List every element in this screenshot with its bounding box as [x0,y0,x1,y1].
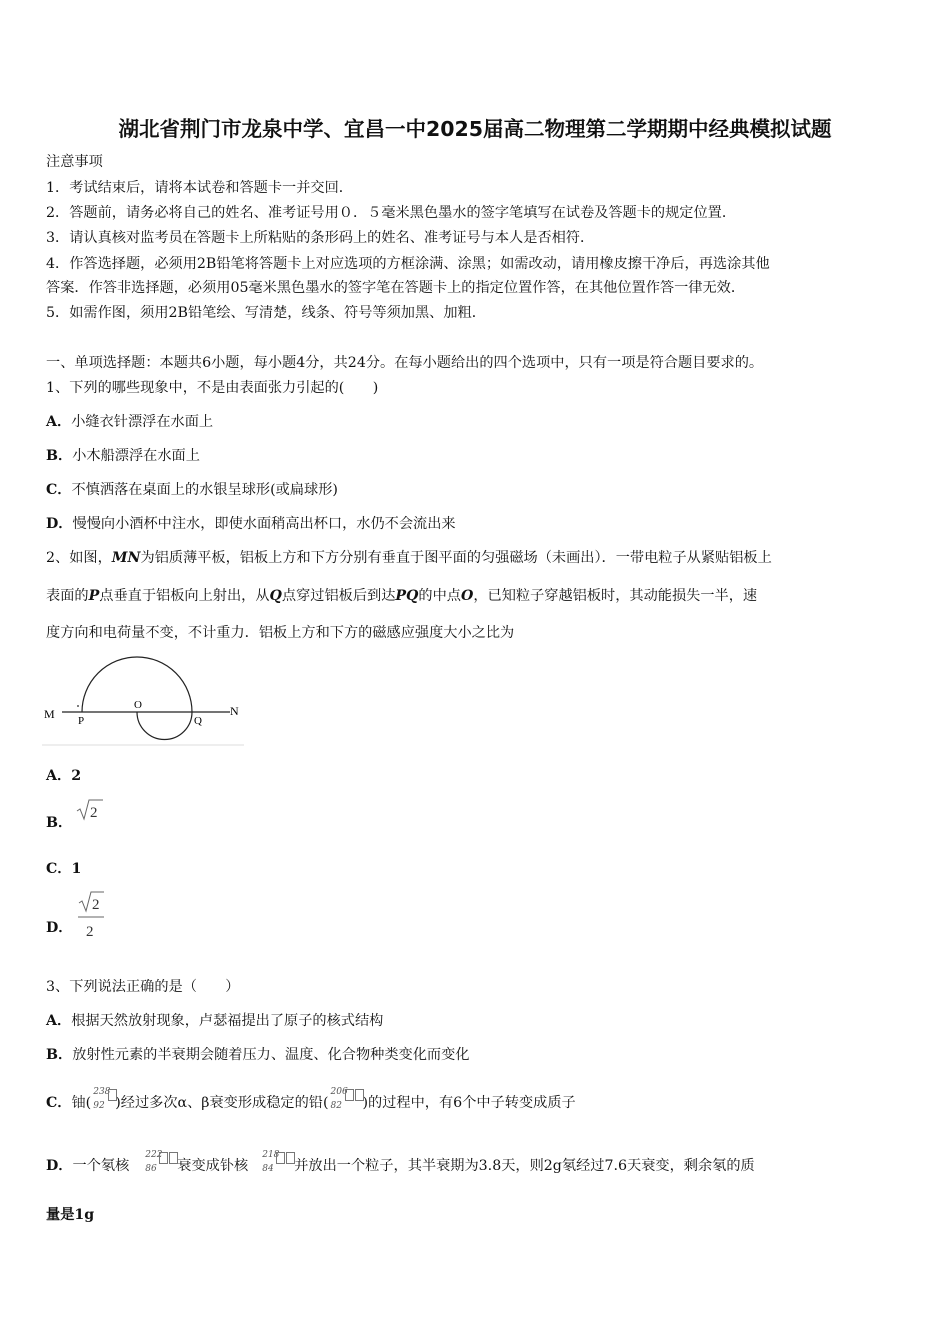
label-m: M [44,707,55,721]
q1-stem: 1、下列的哪些现象中，不是由表面张力引起的( ) [46,380,379,396]
option-text: 根据天然放射现象，卢瑟福提出了原子的核式结构 [71,1013,384,1029]
text: 点穿过铝板后到达 [281,588,396,604]
option-label: D． [46,920,73,936]
mass-number: 222 [145,1150,163,1160]
uranium-nuclide [91,1087,115,1113]
mass-number: 206 [330,1087,348,1097]
notice-item-5: 5．如需作图，须用2B铅笔绘、写清楚，线条、符号等须加黑、加粗． [46,305,486,321]
option-label: A． [46,414,72,430]
q3-option-d [46,1150,755,1176]
option-label: D． [46,516,73,532]
label-p: P [78,715,85,727]
symbol-o: O [461,588,474,604]
option-text: 小缝衣针漂浮在水面上 [71,414,214,430]
polonium-nuclide [260,1150,294,1176]
option-text: 1 [71,861,82,877]
option-text: 不慎洒落在桌面上的水银呈球形(或扁球形) [71,482,338,498]
lead-nuclide [329,1087,363,1113]
page-title: 湖北省荆门市龙泉中学、宜昌一中2025届高二物理第二学期期中经典模拟试题 [118,117,832,141]
q3-option-c [46,1087,576,1113]
q2-stem-line-2 [46,585,757,605]
option-label: B． [46,815,73,831]
q1-option-c [46,479,338,499]
text: 衰变成钋核 [177,1158,249,1174]
radon-nuclide [143,1150,177,1176]
option-text: 放射性元素的半衰期会随着压力、温度、化合物种类变化而变化 [72,1047,470,1063]
atomic-number: 82 [330,1101,342,1111]
symbol-p: P [88,588,100,604]
notice-item-3: 3．请认真核对监考员在答题卡上所粘贴的条形码上的姓名、准考证号与本人是否相符． [46,230,595,246]
option-label: C． [46,482,72,498]
text: 的中点 [418,588,461,604]
q2-option-b [46,812,72,832]
text: 并放出一个粒子，其半衰期为3.8天，则2g氡经过7.6天衰变，剩余氡的质 [294,1158,755,1174]
section-heading: 一、单项选择题：本题共6小题，每小题4分，共24分。在每小题给出的四个选项中，只有一项是符合题目要求的。 [46,355,764,371]
lower-arc [137,712,192,740]
sqrt-symbol [76,798,104,822]
text: 一个氡核 [72,1158,130,1174]
option-label: C． [46,861,72,877]
symbol-mn: MN [111,550,141,566]
fraction-sqrt2-over-2 [76,890,106,942]
label-q: Q [194,715,202,727]
numerator: 2 [92,897,100,913]
label-n: N [230,704,239,718]
option-label: A． [46,768,72,784]
q3-option-a [46,1010,383,1030]
q3-option-b [46,1044,469,1064]
option-label: B． [46,1047,73,1063]
option-label: D． [46,1158,73,1174]
text: 2、如图， [46,550,112,566]
symbol-pq: PQ [395,588,419,604]
denominator: 2 [86,924,94,940]
q2-stem-line-3: 度方向和电荷量不变，不计重力．铝板上方和下方的磁感应强度大小之比为 [46,625,515,641]
q1-option-d [46,513,456,533]
atomic-number: 86 [145,1164,157,1174]
symbol-box [159,1152,168,1164]
atomic-number: 92 [93,1101,105,1111]
option-text: 小木船漂浮在水面上 [72,448,200,464]
notice-item-1: 1．考试结束后，请将本试卷和答题卡一并交回． [46,180,353,196]
mass-number: 218 [262,1150,280,1160]
text: )经过多次α、β衰变形成稳定的铅( [115,1095,329,1111]
q3-stem: 3、下列说法正确的是（ ） [46,979,240,995]
q1-option-b [46,445,200,465]
text: )的过程中，有6个中子转变成质子 [362,1095,576,1111]
notice-heading: 注意事项 [46,154,103,170]
mass-number: 238 [93,1087,111,1097]
symbol-box [355,1089,364,1101]
symbol-box [108,1089,117,1101]
text: ，已知粒子穿越铝板时，其动能损失一半，速 [473,588,758,604]
q1-option-a [46,411,213,431]
option-text: 慢慢向小酒杯中注水，即使水面稍高出杯口，水仍不会流出来 [72,516,456,532]
point-dot [77,705,79,707]
atomic-number: 84 [262,1164,274,1174]
text: 表面的 [46,588,89,604]
symbol-box [276,1152,285,1164]
notice-item-4-cont: 答案．作答非选择题，必须用05毫米黑色墨水的签字笔在答题卡上的指定位置作答，在其他位置作答一律无效． [46,280,746,296]
label-o: O [134,699,142,711]
option-label: B． [46,448,73,464]
q2-option-c [46,858,81,878]
symbol-box [169,1152,178,1164]
notice-item-4: 4．作答选择题，必须用2B铅笔将答题卡上对应选项的方框涂满、涂黑；如需改动，请用橡皮擦干净后，再选涂其他 [46,256,770,272]
q2-trajectory-figure [40,648,250,750]
option-label: A． [46,1013,72,1029]
symbol-box [345,1089,354,1101]
q2-option-a [46,765,81,785]
radicand: 2 [90,805,98,821]
text: 点垂直于铝板向上射出，从 [99,588,270,604]
option-label: C． [46,1095,72,1111]
text: 铀( [71,1095,92,1111]
symbol-box [286,1152,295,1164]
symbol-q: Q [269,588,282,604]
q2-stem-line-1 [46,547,772,567]
q3-option-d-cont: 量是1g [46,1207,95,1223]
text: 为铝质薄平板，铝板上方和下方分别有垂直于图平面的匀强磁场（未画出）．一带电粒子从紧贴铝板上 [140,550,772,566]
q2-option-d [46,917,73,937]
option-text: 2 [71,768,82,784]
notice-item-2: 2．答题前，请务必将自己的姓名、准考证号用０．５毫米黑色墨水的签字笔填写在试卷及答题卡的规定位置． [46,205,737,221]
